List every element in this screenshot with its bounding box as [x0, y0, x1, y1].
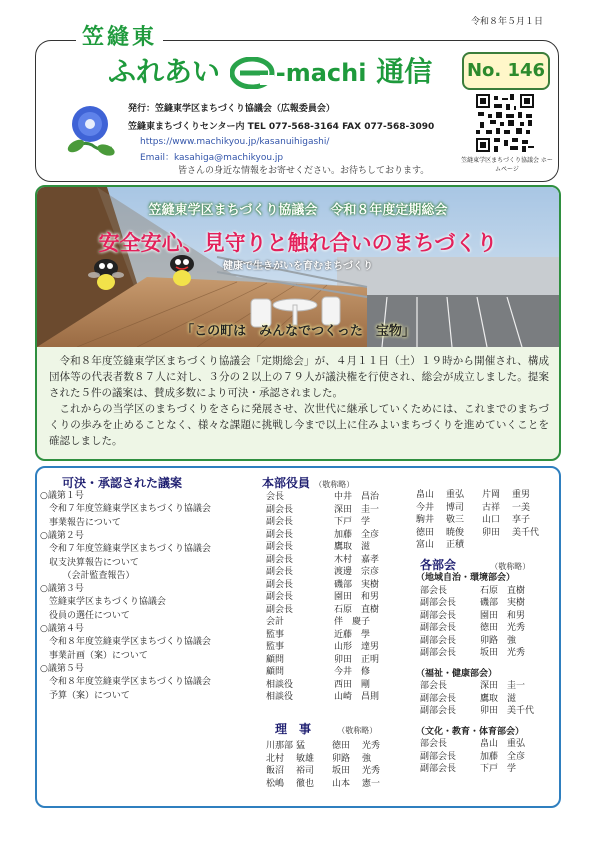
directors-honorific: （敬称略）: [337, 726, 378, 735]
director-name-part: 松嶋: [266, 778, 285, 789]
officer-row: [266, 579, 394, 592]
officer-row: [266, 666, 394, 679]
officer-name: 卯田 正明: [334, 654, 380, 665]
director-name-part: 川那部: [266, 741, 294, 751]
officer-role: 副会長: [266, 604, 294, 615]
committee-row: [416, 738, 540, 751]
officer-row: [266, 691, 394, 704]
officers-heading: [262, 474, 354, 491]
officer-row: [266, 504, 394, 517]
committee-row: [416, 680, 540, 693]
agenda-line: 事業報告について: [40, 517, 121, 528]
director-name-part: 敬三: [446, 515, 465, 525]
officer-name: 園田 和男: [334, 592, 380, 602]
director-row: [416, 489, 552, 502]
officer-role: 副会長: [266, 592, 294, 602]
officer-row: [266, 604, 394, 617]
qr-caption: 笠縫東学区まちづくり協議会 ホームページ: [461, 157, 553, 173]
officer-name: 鷹取 滋: [334, 542, 371, 552]
officer-row: [266, 516, 394, 529]
committee-role: 副部会長: [420, 764, 457, 774]
director-name-part: 徳田: [332, 741, 351, 751]
officer-row: [266, 529, 394, 542]
committee-role: 副部会長: [420, 635, 457, 646]
director-name-part: 畠山: [416, 490, 435, 500]
agenda-line: 令和８年度笠縫東学区まちづくり協議会: [40, 637, 211, 648]
agenda-line: 収支決算報告について: [40, 557, 139, 568]
officer-row: [266, 654, 394, 667]
feature-motto: 「この町は みんなでつくった 宝物」: [181, 324, 415, 339]
directors-title: 理 事: [275, 722, 312, 736]
director-row: [266, 753, 402, 766]
director-name-part: [482, 539, 512, 552]
director-name-part: 光秀: [362, 766, 381, 776]
director-name-part: 山本: [332, 778, 351, 789]
officer-role: 監事: [266, 642, 285, 652]
officer-role: 副会長: [266, 554, 294, 565]
director-name-part: 猛: [296, 741, 306, 751]
publisher: 発行：笠縫東学区まちづくり協議会（広報委員会）: [128, 104, 335, 114]
title-prefix: ふれあい: [108, 55, 221, 88]
committee-row: [416, 647, 540, 660]
committee-role: 部会長: [420, 681, 448, 691]
feature-article: [49, 353, 549, 449]
officer-role: 顧問: [266, 654, 285, 665]
director-name-part: 敏雄: [296, 753, 315, 764]
qr-code-icon[interactable]: [476, 94, 534, 152]
committees-honorific: （敬称略）: [490, 562, 531, 571]
committee-row: [416, 597, 540, 610]
officer-role: 会長: [266, 492, 285, 502]
officer-name: 下戸 学: [334, 517, 371, 527]
committee-member: 磯部 実樹: [480, 598, 526, 608]
issue-number-badge: No. 146: [462, 52, 550, 90]
officer-row: [266, 566, 394, 579]
committee-row: [416, 751, 540, 764]
agenda-line: ○議第５号: [40, 663, 84, 674]
agenda-line: 笠縫東学区まちづくり協議会: [40, 597, 166, 608]
agenda-heading: 可決・承認された議案: [62, 476, 183, 490]
committee-member: 下戸 学: [480, 764, 517, 774]
committee-role: 副部会長: [420, 706, 457, 716]
committee-member: 卯田 美千代: [480, 706, 535, 716]
director-row: [266, 778, 402, 791]
committee-role: 部会長: [420, 585, 448, 596]
agenda-line: 令和８年度笠縫東学区まちづくり協議会: [40, 677, 211, 688]
agenda-line: 役員の選任について: [40, 610, 130, 621]
director-name-part: 重弘: [446, 490, 465, 500]
officer-name: 石原 直樹: [334, 604, 380, 615]
agenda-line: ○議第３号: [40, 584, 84, 595]
director-row: [266, 765, 402, 778]
committee-row: [416, 693, 540, 706]
committee-row: [416, 635, 540, 648]
officer-row: [266, 629, 394, 642]
director-name-part: 正積: [446, 540, 465, 550]
committee-member: 石原 直樹: [480, 585, 526, 596]
issue-date: 令和８年５月１日: [470, 17, 543, 27]
director-name-part: 一美: [512, 502, 531, 513]
committee-name: （福祉・健康部会）: [416, 668, 498, 679]
agenda-line: ○議第４号: [40, 624, 84, 634]
director-name-part: 重男: [512, 490, 531, 500]
officer-role: 相談役: [266, 692, 294, 702]
director-name-part: 今井: [416, 502, 435, 513]
officers-honorific: （敬称略）: [314, 480, 355, 489]
officer-name: 今井 修: [334, 667, 371, 677]
officer-name: 西田 剛: [334, 679, 371, 690]
director-name-part: 裕司: [296, 766, 315, 776]
officer-row: [266, 641, 394, 654]
officer-role: 副会長: [266, 579, 294, 590]
director-name-part: 憲一: [362, 778, 381, 789]
officer-row: [266, 591, 394, 604]
website-link[interactable]: https://www.machikyou.jp/kasanuihigashi/: [140, 137, 330, 147]
officer-row: [266, 541, 394, 554]
director-name-part: 美千代: [512, 527, 540, 538]
director-name-part: 享子: [512, 515, 531, 525]
officer-name: 近藤 學: [334, 629, 371, 640]
feature-subtitle: 笠縫東学区まちづくり協議会 令和８年度定期総会: [148, 203, 448, 218]
officer-role: 副会長: [266, 567, 294, 577]
director-name-part: 強: [362, 753, 372, 764]
officer-name: 木村 嘉孝: [334, 554, 380, 565]
agenda-line: 事業計画（案）について: [40, 650, 148, 661]
firefly-illustration: [84, 248, 204, 298]
director-name-part: 徹也: [296, 778, 315, 789]
officer-role: 監事: [266, 629, 285, 640]
director-name-part: 北村: [266, 753, 285, 764]
committee-role: 副部会長: [420, 623, 457, 633]
committee-member: 園田 和男: [480, 610, 526, 621]
committee-role: 部会長: [420, 739, 448, 749]
officer-name: 渡邊 宗彦: [334, 567, 380, 577]
director-name-part: 山口: [482, 515, 501, 525]
e-logo-icon: [230, 57, 276, 89]
committee-member: 加藤 全彦: [480, 751, 526, 762]
director-name-part: [512, 539, 552, 552]
officer-role: 副会長: [266, 542, 294, 552]
committee-member: 鷹取 滋: [480, 693, 517, 704]
officer-role: 会計: [266, 617, 285, 627]
committee-role: 副部会長: [420, 648, 457, 658]
committee-member: 坂田 光秀: [480, 648, 526, 658]
committee-member: 徳田 光秀: [480, 623, 526, 633]
agenda-line: ○議第２号: [40, 530, 84, 541]
officer-row: [266, 491, 394, 504]
morning-glory-flower-image: [62, 100, 118, 160]
director-name-part: 博司: [446, 502, 465, 513]
committee-role: 副部会長: [420, 598, 457, 608]
committee-member: 畠山 重弘: [480, 739, 526, 749]
director-row: [416, 514, 552, 527]
feature-headline: 安全安心、見守りと触れ合いのまちづくり: [98, 231, 498, 255]
director-name-part: 富山: [416, 540, 435, 550]
director-name-part: 暁俊: [446, 527, 465, 538]
committee-name: （地域自治・環境部会）: [416, 573, 516, 583]
directors-list-continued: [416, 489, 552, 552]
officer-name: 山形 達男: [334, 642, 380, 652]
officer-name: 磯部 実樹: [334, 579, 380, 590]
director-row: [416, 502, 552, 515]
officer-role: 相談役: [266, 679, 294, 690]
masthead-district: 笠縫東: [76, 20, 163, 51]
committees-title: 各部会: [420, 558, 457, 572]
committee-role: 副部会長: [420, 610, 457, 621]
contribution-note: 皆さんの身近な情報をお寄せください。お待ちしております。: [178, 166, 430, 176]
officers-title: 本部役員: [262, 476, 311, 490]
article-paragraph: 令和８年度笠縫東学区まちづくり協議会「定期総会」が、４月１１日（土）１９時から開催され、構成団体等の代表者数８７人に対し、３分の２以上の７９人が議決権を行使され、総会が成立しました。提案された５件の議案は、賛成多数により可決・承認されました。: [49, 355, 549, 399]
committee-member: 深田 圭一: [480, 681, 526, 691]
article-paragraph: これからの当学区のまちづくりをさらに発展させ、次世代に継承していくためには、これまでのまちづくりの歩みを止めることなく、様々な課題に挑戦し今まで以上に住みよいまちづくりを進めていくことを確認しました。: [49, 403, 549, 447]
officer-row: [266, 616, 394, 629]
director-row: [416, 527, 552, 540]
director-name-part: 飯沼: [266, 766, 285, 776]
officer-name: 中井 昌治: [334, 492, 380, 502]
feature-tagline: 健康で生きがいを育むまちづくり: [223, 261, 373, 272]
committee-member: 卯路 強: [480, 635, 517, 646]
directors-heading: [275, 720, 377, 737]
committee-role: 副部会長: [420, 693, 457, 704]
officer-row: [266, 679, 394, 692]
agenda-line: ○議第１号: [40, 491, 84, 501]
director-name-part: 卯田: [482, 527, 501, 538]
directors-list: [266, 740, 402, 790]
contact-address: 笠縫東まちづくりセンター内 TEL 077-568-3164 FAX 077-568-3090: [128, 122, 435, 132]
committee-name: （文化・教育・体育部会）: [416, 726, 525, 737]
committee-row: [416, 763, 540, 776]
officer-row: [266, 554, 394, 567]
masthead-title: [108, 50, 432, 90]
title-suffix: 通信: [376, 55, 433, 88]
director-name-part: 片岡: [482, 490, 501, 500]
director-row: [266, 740, 402, 753]
officer-role: 顧問: [266, 667, 285, 677]
agenda-line: 予算（案）について: [40, 690, 130, 701]
director-name-part: 卯路: [332, 753, 351, 764]
title-machi: -machi: [275, 59, 367, 87]
agenda-line: 令和７年度笠縫東学区まちづくり協議会: [40, 544, 211, 555]
officers-list: [266, 491, 394, 704]
agenda-line: 令和７年度笠縫東学区まちづくり協議会: [40, 504, 211, 515]
director-row: [416, 539, 552, 552]
committees-heading: [420, 556, 530, 573]
director-name-part: 古祥: [482, 502, 501, 513]
feature-section: [35, 185, 561, 461]
committee-row: [416, 610, 540, 623]
committee-row: [416, 585, 540, 598]
committee-row: [416, 622, 540, 635]
committees-list: [416, 572, 540, 776]
officer-name: 伴 慶子: [334, 617, 371, 627]
committee-role: 副部会長: [420, 751, 457, 762]
officer-name: 加藤 全彦: [334, 529, 380, 540]
officer-name: 深田 圭一: [334, 504, 380, 515]
committee-row: [416, 705, 540, 718]
director-name-part: 坂田: [332, 766, 351, 776]
director-name-part: 光秀: [362, 741, 381, 751]
officer-role: 副会長: [266, 529, 294, 540]
officer-role: 副会長: [266, 517, 294, 527]
officer-role: 副会長: [266, 504, 294, 515]
director-name-part: 徳田: [416, 527, 435, 538]
officer-name: 山崎 昌則: [334, 692, 380, 702]
director-name-part: 駒井: [416, 515, 435, 525]
email-link[interactable]: Email：kasahiga@machikyou.jp: [140, 153, 284, 163]
agenda-line: （会計監査報告）: [40, 570, 135, 581]
